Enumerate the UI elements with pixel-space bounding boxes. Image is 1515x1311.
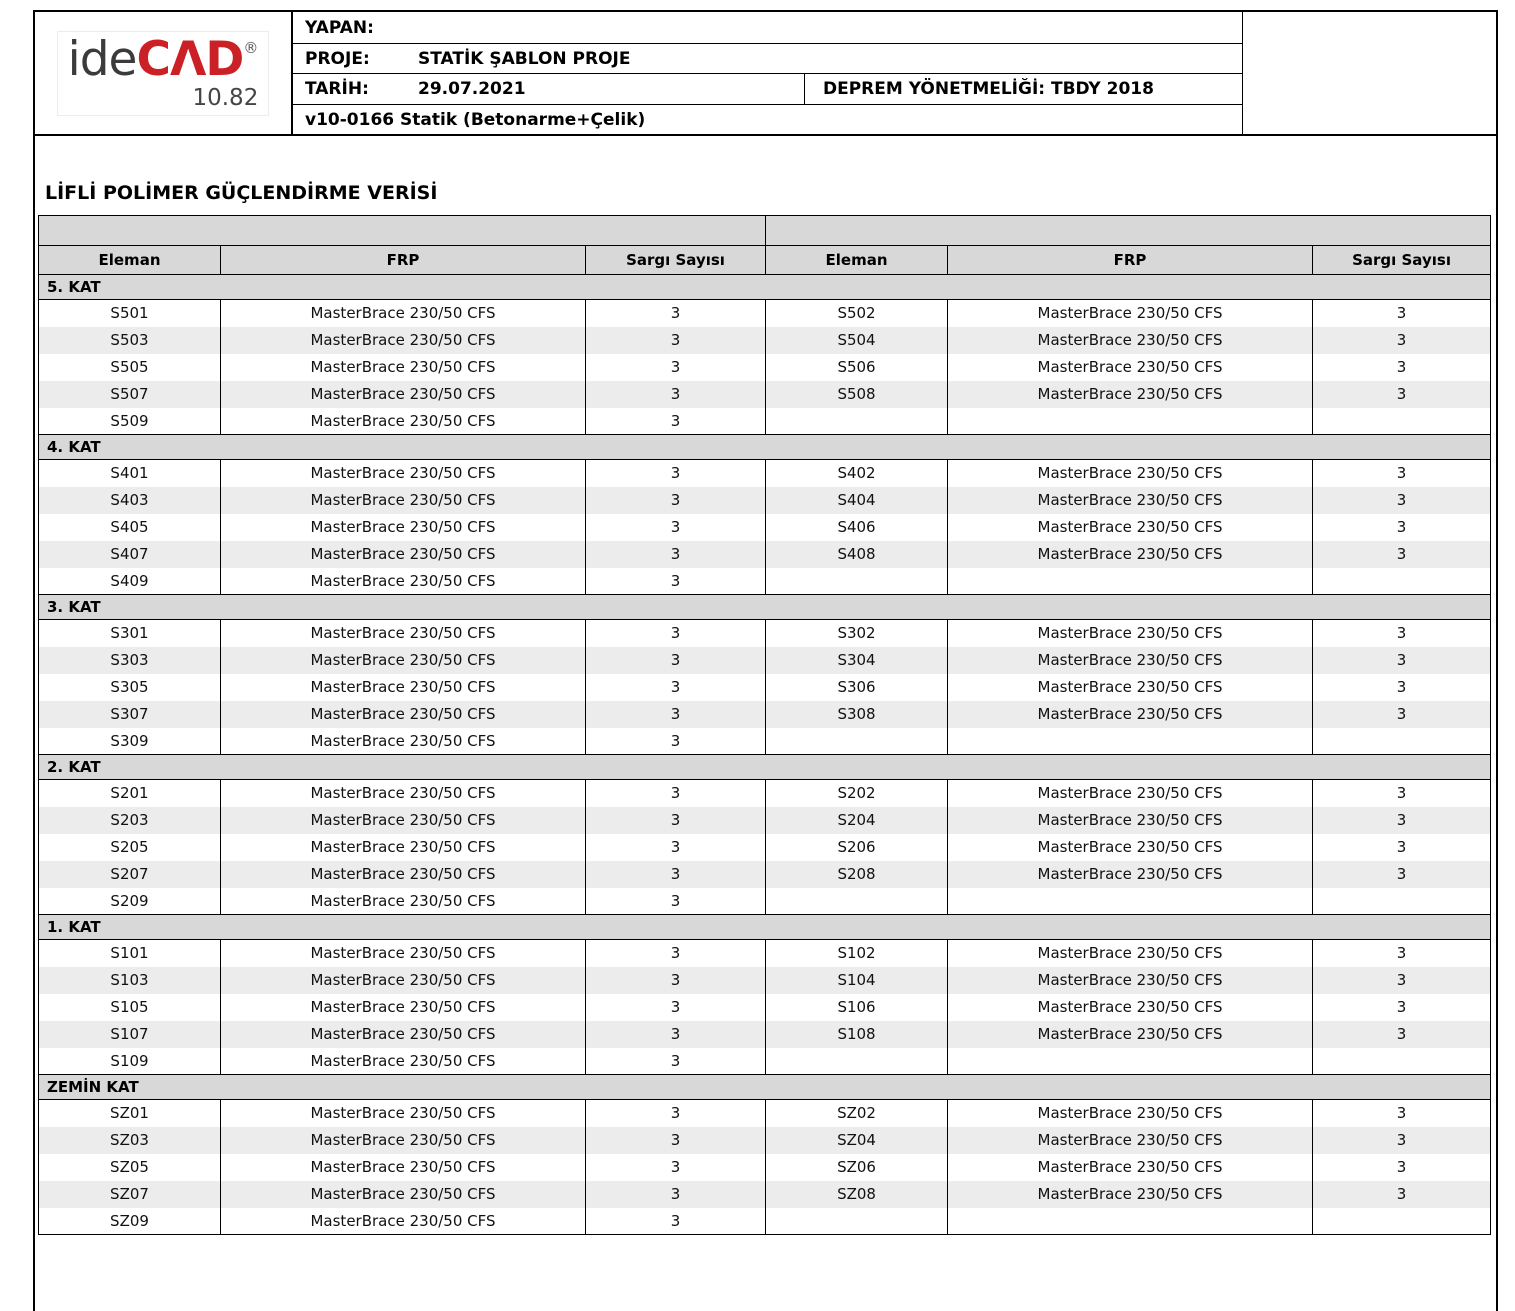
cell-frp: MasterBrace 230/50 CFS (221, 780, 586, 807)
logo-suffix: CΛD (136, 31, 244, 87)
cell-eleman: SZ01 (39, 1100, 221, 1127)
table-row (39, 728, 1491, 755)
table-row (39, 807, 1491, 834)
cell-sargi: 3 (586, 1208, 766, 1235)
cell-eleman: S102 (766, 940, 948, 967)
section-label: 2. KAT (39, 755, 1491, 780)
page-frame (33, 10, 1498, 1311)
cell-frp: MasterBrace 230/50 CFS (948, 701, 1313, 728)
cell-frp (948, 1208, 1313, 1235)
cell-frp: MasterBrace 230/50 CFS (221, 861, 586, 888)
cell-frp: MasterBrace 230/50 CFS (221, 620, 586, 647)
cell-sargi: 3 (586, 1048, 766, 1075)
cell-sargi: 3 (1313, 1154, 1491, 1181)
cell-sargi: 3 (586, 674, 766, 701)
column-header-sargi: Sargı Sayısı (586, 246, 766, 275)
column-header-frp: FRP (221, 246, 586, 275)
cell-sargi: 3 (586, 568, 766, 595)
cell-eleman: S302 (766, 620, 948, 647)
cell-eleman: SZ04 (766, 1127, 948, 1154)
cell-sargi: 3 (586, 408, 766, 435)
info-row-tarih (293, 74, 1242, 105)
cell-eleman: S109 (39, 1048, 221, 1075)
cell-eleman: S503 (39, 327, 221, 354)
cell-eleman: S304 (766, 647, 948, 674)
section-row (39, 595, 1491, 620)
cell-frp: MasterBrace 230/50 CFS (221, 1021, 586, 1048)
cell-eleman: S308 (766, 701, 948, 728)
cell-eleman: S208 (766, 861, 948, 888)
cell-eleman: S101 (39, 940, 221, 967)
cell-sargi: 3 (1313, 994, 1491, 1021)
header-empty-box (1242, 12, 1496, 134)
cell-sargi: 3 (1313, 1181, 1491, 1208)
cell-eleman: S307 (39, 701, 221, 728)
cell-sargi: 3 (586, 1181, 766, 1208)
band-cell-right (766, 216, 1491, 246)
table-row (39, 861, 1491, 888)
cell-sargi: 3 (586, 1100, 766, 1127)
cell-eleman: S104 (766, 967, 948, 994)
cell-frp: MasterBrace 230/50 CFS (948, 861, 1313, 888)
tarih-cell (293, 74, 805, 104)
cell-sargi: 3 (586, 620, 766, 647)
cell-eleman: S205 (39, 834, 221, 861)
cell-sargi: 3 (1313, 967, 1491, 994)
cell-sargi: 3 (1313, 327, 1491, 354)
cell-eleman: SZ03 (39, 1127, 221, 1154)
table-row (39, 408, 1491, 435)
cell-eleman: S204 (766, 807, 948, 834)
cell-frp: MasterBrace 230/50 CFS (948, 834, 1313, 861)
cell-frp: MasterBrace 230/50 CFS (948, 967, 1313, 994)
logo-version: 10.82 (192, 84, 259, 111)
table-top-band (39, 216, 1491, 246)
table-row (39, 327, 1491, 354)
proje-value: STATİK ŞABLON PROJE (418, 48, 631, 69)
cell-eleman: S406 (766, 514, 948, 541)
cell-eleman: SZ02 (766, 1100, 948, 1127)
table-row (39, 888, 1491, 915)
cell-eleman: S408 (766, 541, 948, 568)
cell-sargi: 3 (1313, 1127, 1491, 1154)
cell-frp: MasterBrace 230/50 CFS (221, 674, 586, 701)
cell-sargi: 3 (1313, 780, 1491, 807)
cell-eleman: S509 (39, 408, 221, 435)
cell-sargi: 3 (586, 300, 766, 327)
cell-frp: MasterBrace 230/50 CFS (948, 620, 1313, 647)
cell-eleman: S105 (39, 994, 221, 1021)
cell-sargi: 3 (586, 1154, 766, 1181)
cell-eleman: S409 (39, 568, 221, 595)
cell-frp: MasterBrace 230/50 CFS (948, 541, 1313, 568)
band-cell-left (39, 216, 766, 246)
cell-sargi: 3 (1313, 381, 1491, 408)
table-row (39, 701, 1491, 728)
cell-frp: MasterBrace 230/50 CFS (221, 408, 586, 435)
info-row-yapan (293, 12, 1242, 44)
table-row (39, 1154, 1491, 1181)
table-row (39, 940, 1491, 967)
cell-frp: MasterBrace 230/50 CFS (221, 647, 586, 674)
cell-eleman: S504 (766, 327, 948, 354)
cell-eleman: S309 (39, 728, 221, 755)
table-row (39, 300, 1491, 327)
section-label: 3. KAT (39, 595, 1491, 620)
table-row (39, 354, 1491, 381)
cell-frp: MasterBrace 230/50 CFS (221, 381, 586, 408)
cell-eleman (766, 408, 948, 435)
cell-frp: MasterBrace 230/50 CFS (948, 460, 1313, 487)
cell-sargi (1313, 568, 1491, 595)
cell-frp (948, 568, 1313, 595)
cell-eleman: S206 (766, 834, 948, 861)
cell-sargi: 3 (586, 701, 766, 728)
cell-eleman: SZ06 (766, 1154, 948, 1181)
cell-eleman: S107 (39, 1021, 221, 1048)
cell-eleman: S401 (39, 460, 221, 487)
table-row (39, 994, 1491, 1021)
cell-frp: MasterBrace 230/50 CFS (221, 967, 586, 994)
table-row (39, 460, 1491, 487)
section-row (39, 435, 1491, 460)
cell-sargi: 3 (1313, 354, 1491, 381)
info-row-version (293, 105, 1242, 134)
cell-eleman: S207 (39, 861, 221, 888)
cell-sargi: 3 (1313, 300, 1491, 327)
table-row (39, 674, 1491, 701)
section-row (39, 915, 1491, 940)
cell-sargi: 3 (586, 514, 766, 541)
idecad-logo (57, 31, 270, 116)
cell-sargi: 3 (1313, 620, 1491, 647)
cell-frp: MasterBrace 230/50 CFS (221, 888, 586, 915)
cell-frp: MasterBrace 230/50 CFS (948, 1021, 1313, 1048)
section-row (39, 755, 1491, 780)
cell-eleman (766, 1048, 948, 1075)
frp-table-body (39, 275, 1491, 1235)
cell-sargi: 3 (586, 967, 766, 994)
idecad-logo-text (67, 31, 259, 87)
cell-eleman: S303 (39, 647, 221, 674)
table-row (39, 647, 1491, 674)
cell-frp: MasterBrace 230/50 CFS (221, 460, 586, 487)
proje-label: PROJE: (305, 48, 370, 69)
cell-frp: MasterBrace 230/50 CFS (221, 487, 586, 514)
cell-frp: MasterBrace 230/50 CFS (948, 1127, 1313, 1154)
table-row (39, 1048, 1491, 1075)
table-row (39, 620, 1491, 647)
cell-frp (948, 888, 1313, 915)
cell-eleman: S108 (766, 1021, 948, 1048)
cell-frp: MasterBrace 230/50 CFS (948, 354, 1313, 381)
cell-sargi: 3 (1313, 807, 1491, 834)
cell-eleman: S403 (39, 487, 221, 514)
cell-frp: MasterBrace 230/50 CFS (948, 940, 1313, 967)
cell-frp: MasterBrace 230/50 CFS (221, 1208, 586, 1235)
cell-sargi: 3 (586, 327, 766, 354)
cell-frp: MasterBrace 230/50 CFS (948, 994, 1313, 1021)
cell-eleman: S103 (39, 967, 221, 994)
section-label: ZEMİN KAT (39, 1075, 1491, 1100)
table-row (39, 487, 1491, 514)
cell-sargi: 3 (586, 780, 766, 807)
cell-frp: MasterBrace 230/50 CFS (221, 1048, 586, 1075)
cell-sargi: 3 (1313, 487, 1491, 514)
cell-frp: MasterBrace 230/50 CFS (221, 1100, 586, 1127)
table-header-row (39, 246, 1491, 275)
frp-table (38, 215, 1491, 1235)
table-row (39, 967, 1491, 994)
table-row (39, 541, 1491, 568)
section-row (39, 1075, 1491, 1100)
cell-eleman (766, 568, 948, 595)
cell-frp: MasterBrace 230/50 CFS (948, 327, 1313, 354)
table-row (39, 780, 1491, 807)
table-row (39, 1181, 1491, 1208)
cell-frp: MasterBrace 230/50 CFS (221, 354, 586, 381)
cell-eleman: S506 (766, 354, 948, 381)
column-header-frp-2: FRP (948, 246, 1313, 275)
cell-frp: MasterBrace 230/50 CFS (221, 514, 586, 541)
section-label: 4. KAT (39, 435, 1491, 460)
cell-frp: MasterBrace 230/50 CFS (221, 994, 586, 1021)
cell-frp: MasterBrace 230/50 CFS (948, 1181, 1313, 1208)
cell-eleman: S507 (39, 381, 221, 408)
cell-sargi: 3 (586, 381, 766, 408)
cell-eleman: S202 (766, 780, 948, 807)
cell-sargi (1313, 1048, 1491, 1075)
cell-frp: MasterBrace 230/50 CFS (948, 514, 1313, 541)
cell-sargi: 3 (1313, 1021, 1491, 1048)
cell-sargi: 3 (1313, 460, 1491, 487)
cell-eleman: S405 (39, 514, 221, 541)
cell-eleman: S209 (39, 888, 221, 915)
cell-eleman: S305 (39, 674, 221, 701)
cell-sargi (1313, 1208, 1491, 1235)
cell-sargi: 3 (1313, 514, 1491, 541)
cell-sargi: 3 (1313, 861, 1491, 888)
cell-frp: MasterBrace 230/50 CFS (948, 487, 1313, 514)
cell-frp: MasterBrace 230/50 CFS (221, 940, 586, 967)
cell-frp: MasterBrace 230/50 CFS (948, 807, 1313, 834)
cell-sargi (1313, 728, 1491, 755)
cell-sargi: 3 (586, 834, 766, 861)
cell-eleman: S306 (766, 674, 948, 701)
cell-eleman: S402 (766, 460, 948, 487)
cell-sargi: 3 (586, 888, 766, 915)
cell-eleman: SZ09 (39, 1208, 221, 1235)
cell-frp: MasterBrace 230/50 CFS (948, 674, 1313, 701)
cell-frp: MasterBrace 230/50 CFS (221, 327, 586, 354)
report-header (35, 12, 1496, 136)
cell-frp: MasterBrace 230/50 CFS (948, 647, 1313, 674)
cell-eleman (766, 888, 948, 915)
cell-sargi (1313, 888, 1491, 915)
tarih-value: 29.07.2021 (418, 79, 526, 99)
cell-sargi: 3 (586, 940, 766, 967)
cell-sargi: 3 (586, 460, 766, 487)
cell-sargi: 3 (586, 861, 766, 888)
table-row (39, 1100, 1491, 1127)
cell-eleman: SZ05 (39, 1154, 221, 1181)
cell-eleman: S508 (766, 381, 948, 408)
header-info (293, 12, 1242, 134)
section-label: 1. KAT (39, 915, 1491, 940)
cell-frp: MasterBrace 230/50 CFS (221, 728, 586, 755)
tarih-label: TARİH: (305, 79, 369, 99)
cell-eleman: S106 (766, 994, 948, 1021)
cell-eleman: S301 (39, 620, 221, 647)
cell-sargi: 3 (586, 994, 766, 1021)
software-version-line: v10-0166 Statik (Betonarme+Çelik) (305, 109, 646, 130)
cell-eleman (766, 1208, 948, 1235)
cell-eleman: S203 (39, 807, 221, 834)
cell-sargi: 3 (586, 807, 766, 834)
cell-frp: MasterBrace 230/50 CFS (948, 1154, 1313, 1181)
cell-frp (948, 408, 1313, 435)
cell-sargi: 3 (1313, 834, 1491, 861)
cell-sargi: 3 (1313, 674, 1491, 701)
cell-frp (948, 728, 1313, 755)
cell-frp: MasterBrace 230/50 CFS (948, 300, 1313, 327)
cell-eleman: S502 (766, 300, 948, 327)
cell-sargi: 3 (1313, 701, 1491, 728)
cell-frp: MasterBrace 230/50 CFS (221, 1181, 586, 1208)
table-row (39, 568, 1491, 595)
cell-eleman: S505 (39, 354, 221, 381)
cell-frp: MasterBrace 230/50 CFS (948, 381, 1313, 408)
cell-eleman: S201 (39, 780, 221, 807)
table-row (39, 1127, 1491, 1154)
cell-eleman: S407 (39, 541, 221, 568)
column-header-sargi-2: Sargı Sayısı (1313, 246, 1491, 275)
cell-sargi: 3 (586, 1021, 766, 1048)
cell-frp: MasterBrace 230/50 CFS (221, 834, 586, 861)
cell-sargi: 3 (586, 487, 766, 514)
cell-sargi: 3 (1313, 940, 1491, 967)
cell-sargi: 3 (586, 728, 766, 755)
cell-frp (948, 1048, 1313, 1075)
cell-sargi (1313, 408, 1491, 435)
registered-mark-icon: ® (243, 38, 259, 57)
cell-sargi: 3 (586, 647, 766, 674)
cell-sargi: 3 (586, 354, 766, 381)
table-row (39, 834, 1491, 861)
cell-frp: MasterBrace 230/50 CFS (948, 1100, 1313, 1127)
column-header-eleman: Eleman (39, 246, 221, 275)
cell-sargi: 3 (1313, 1100, 1491, 1127)
cell-frp: MasterBrace 230/50 CFS (221, 568, 586, 595)
table-row (39, 1021, 1491, 1048)
section-label: 5. KAT (39, 275, 1491, 300)
cell-frp: MasterBrace 230/50 CFS (221, 1127, 586, 1154)
cell-frp: MasterBrace 230/50 CFS (221, 807, 586, 834)
table-row (39, 381, 1491, 408)
cell-eleman: S404 (766, 487, 948, 514)
cell-sargi: 3 (586, 541, 766, 568)
cell-sargi: 3 (586, 1127, 766, 1154)
deprem-cell: DEPREM YÖNETMELİĞİ: TBDY 2018 (823, 79, 1154, 99)
cell-sargi: 3 (1313, 647, 1491, 674)
cell-eleman: S501 (39, 300, 221, 327)
column-header-eleman-2: Eleman (766, 246, 948, 275)
logo-cell (35, 12, 293, 134)
table-row (39, 514, 1491, 541)
cell-frp: MasterBrace 230/50 CFS (948, 780, 1313, 807)
cell-frp: MasterBrace 230/50 CFS (221, 701, 586, 728)
page-title: LİFLİ POLİMER GÜÇLENDİRME VERİSİ (45, 182, 438, 204)
yapan-label: YAPAN: (305, 17, 374, 38)
logo-prefix: ide (67, 31, 137, 87)
info-row-proje (293, 44, 1242, 74)
cell-frp: MasterBrace 230/50 CFS (221, 300, 586, 327)
section-row (39, 275, 1491, 300)
cell-frp: MasterBrace 230/50 CFS (221, 1154, 586, 1181)
cell-eleman: SZ08 (766, 1181, 948, 1208)
cell-sargi: 3 (1313, 541, 1491, 568)
cell-eleman (766, 728, 948, 755)
cell-frp: MasterBrace 230/50 CFS (221, 541, 586, 568)
table-row (39, 1208, 1491, 1235)
cell-eleman: SZ07 (39, 1181, 221, 1208)
